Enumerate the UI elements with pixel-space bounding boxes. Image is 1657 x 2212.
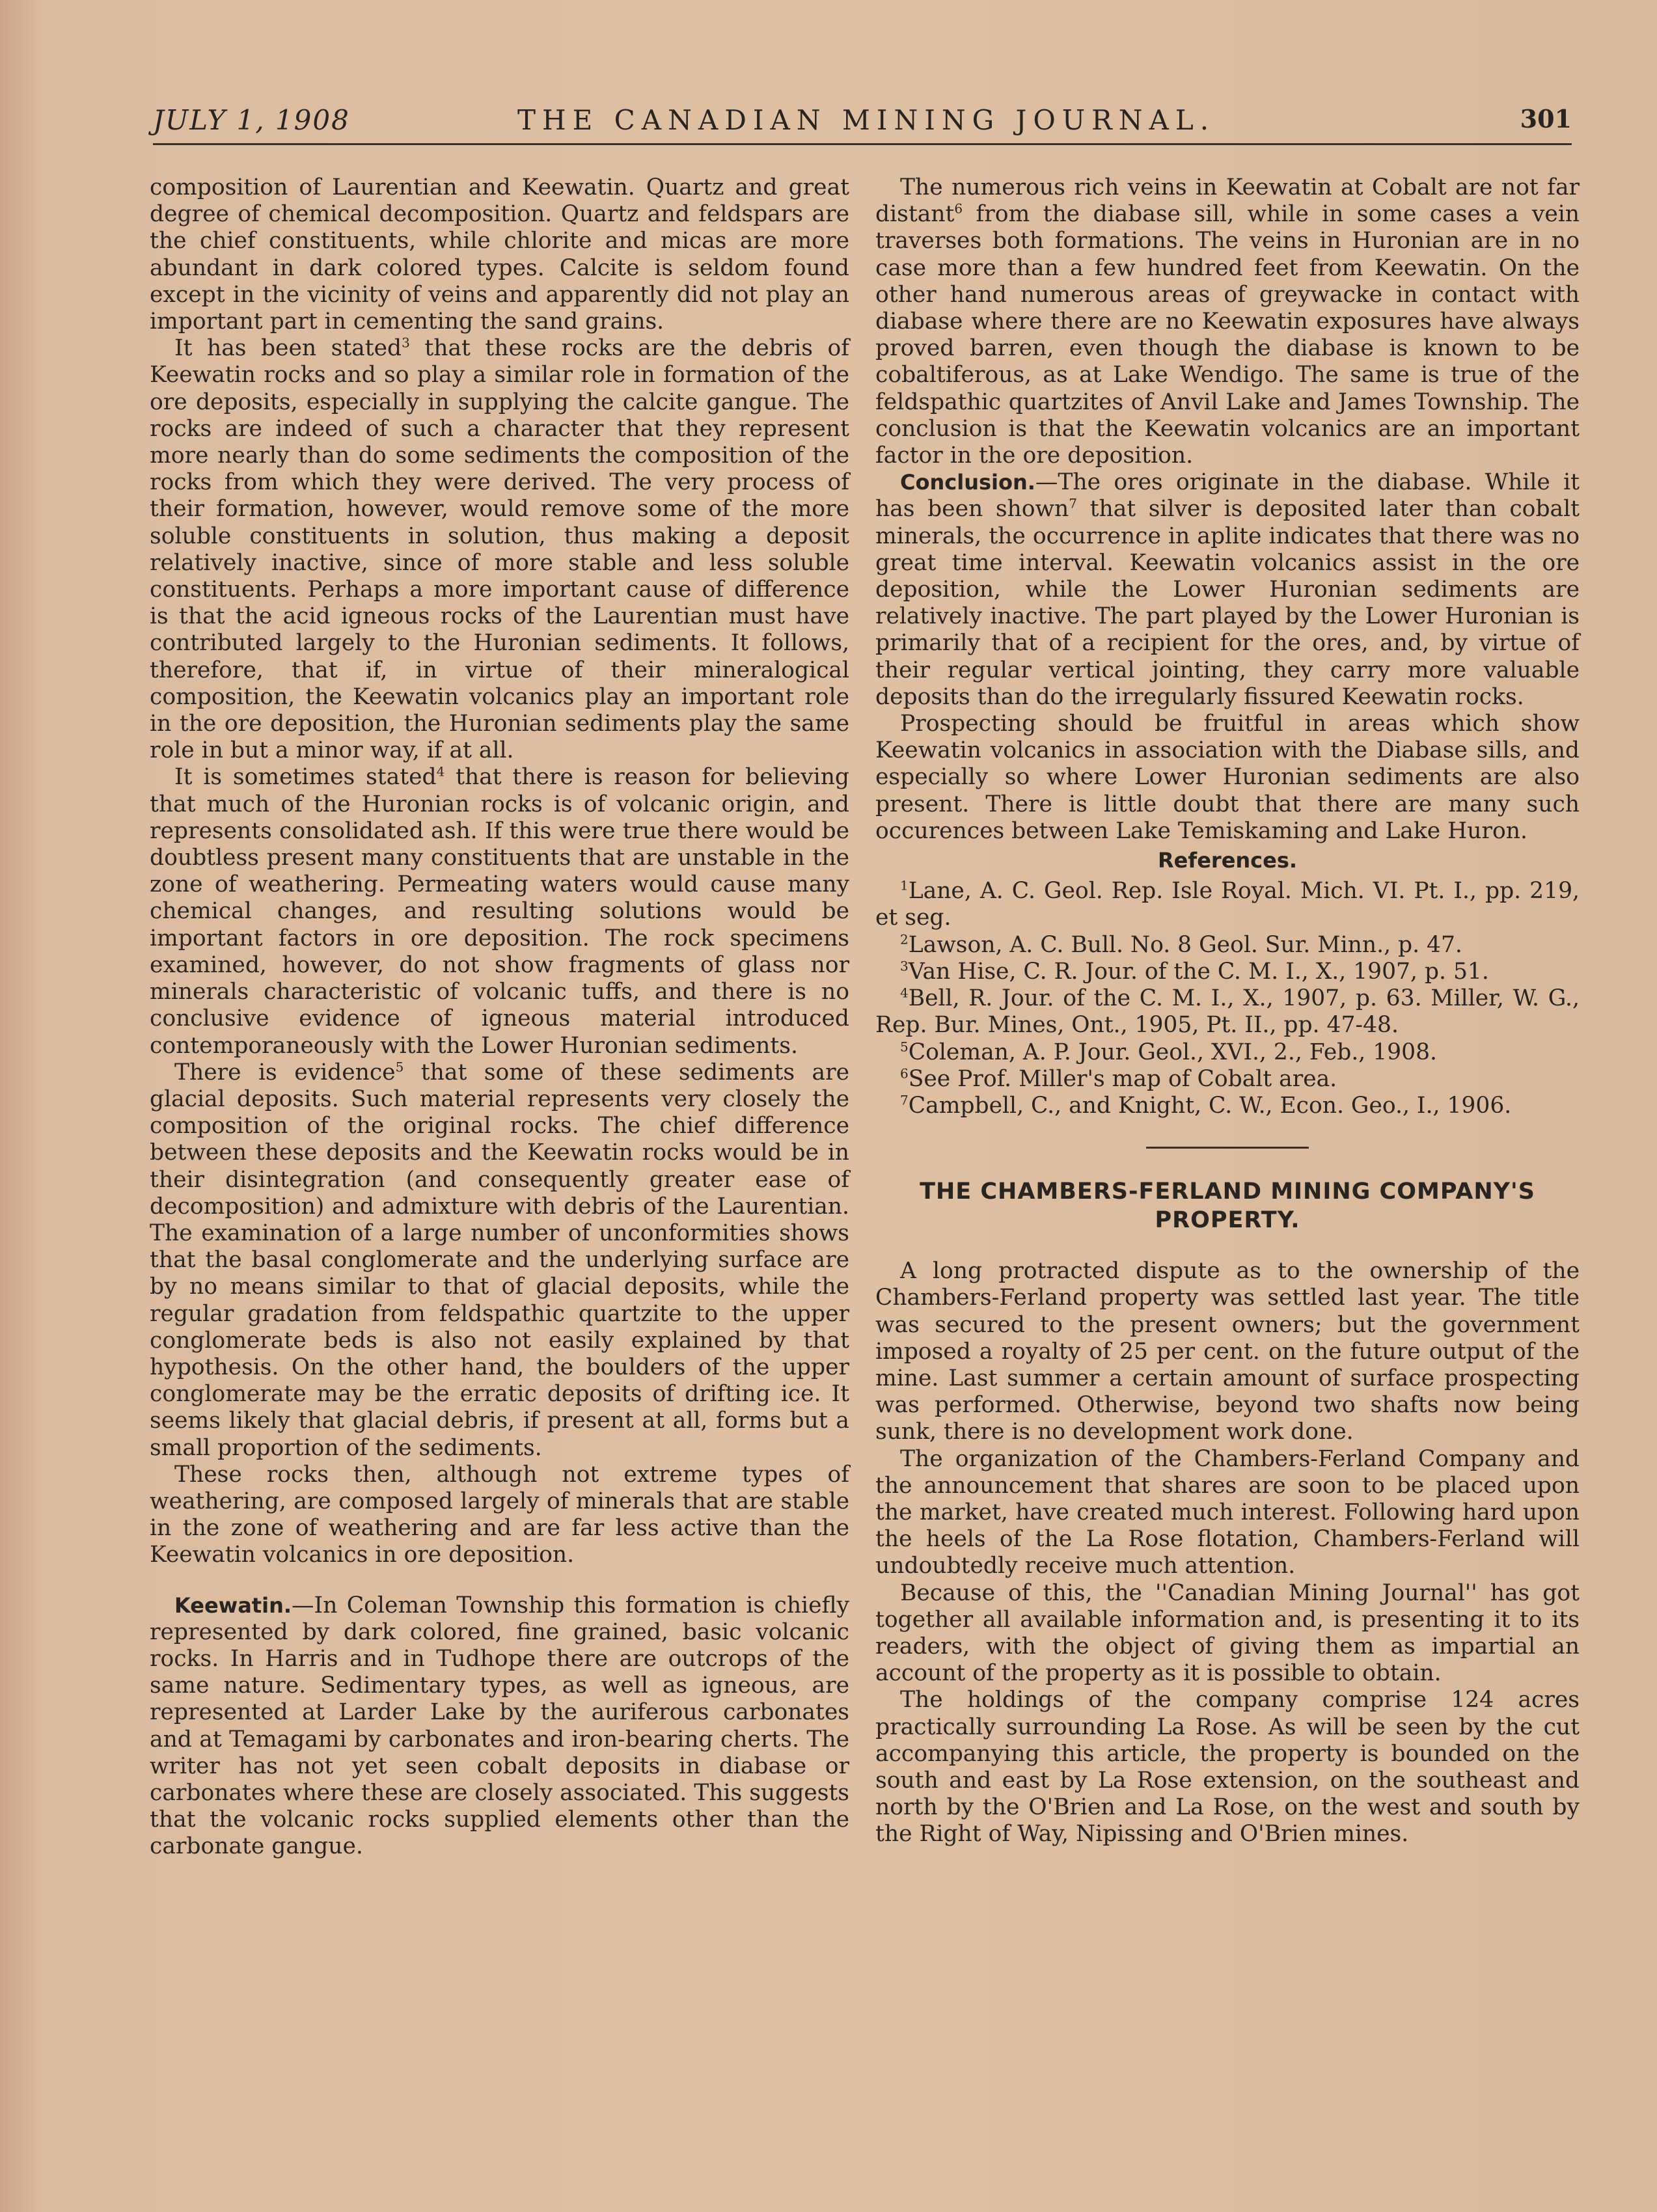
reference-item: $^1$Lane, A. C. Geol. Rep. Isle Royal. Mich. VI. Pt. I., pp. 219, et seg. bbox=[875, 877, 1580, 931]
paragraph: There is evidence$^5$ that some of these sediments are glacial deposits. Such material represents very closely the composition of the original rocks. The chief difference between these deposits and the Keewatin rocks would be in their disintegration (and consequently greater ease of decomposition) and admixture with debris of the Laurentian. The examination of a large number of unconformities shows that the basal conglomerate and the underlying surface are by no means similar to that of glacial deposits, while the regular gradation from feldspathic quartzite to the upper conglomerate beds is also not easily explained by that hypothesis. On the other hand, the boulders of the upper conglomerate may be the erratic deposits of drifting ice. It seems likely that glacial debris, if present at all, forms but a small proportion of the sediments. bbox=[150, 1059, 849, 1461]
left-column bbox=[150, 174, 849, 1861]
paragraph: These rocks then, although not extreme types of weathering, are composed largely of minerals that are stable in the zone of weathering and are far less active than the Keewatin volcanics in ore deposition. bbox=[150, 1461, 849, 1568]
issue-date: JULY 1, 1908 bbox=[153, 104, 350, 136]
reference-item: $^2$Lawson, A. C. Bull. No. 8 Geol. Sur. Minn., p. 47. bbox=[900, 931, 1462, 958]
paragraph: Conclusion.—The ores originate in the diabase. While it has been shown$^7$ that silver is deposited later than cobalt minerals, the occurrence in aplite indicates that there was no great time interval. Keewatin volcanics assist in the ore deposition, while the Lower Huronian sediments are relatively inactive. The part played by the Lower Huronian is primarily that of a recipient for the ores, and, by virtue of their regular vertical jointing, they carry more valuable deposits than do the irregularly fissured Keewatin rocks. bbox=[875, 469, 1580, 710]
paragraph: Keewatin.—In Coleman Township this formation is chiefly represented by dark colored, fine grained, basic volcanic rocks. In Harris and in Tudhope there are outcrops of the same nature. Sedimentary types, as well as igneous, are represented at Larder Lake by the auriferous carbonates and at Temagami by carbonates and iron-bearing cherts. The writer has not yet seen cobalt deposits in diabase or carbonates where these are closely associated. This suggests that the volcanic rocks supplied elements other than the carbonate gangue. bbox=[150, 1592, 849, 1860]
footnote-marker: 4 bbox=[436, 763, 445, 780]
reference-item: $^3$Van Hise, C. R. Jour. of the C. M. I., X., 1907, p. 51. bbox=[900, 958, 1489, 985]
journal-title: THE CANADIAN MINING JOURNAL. bbox=[517, 104, 1216, 136]
paragraph: The numerous rich veins in Keewatin at Cobalt are not far distant$^6$ from the diabase sill, while in some cases a vein traverses both formations. The veins in Huronian are in no case more than a few hundred feet from Keewatin. On the other hand numerous areas of greywacke in contact with diabase where there are no Keewatin exposures have always proved barren, even though the diabase is known to be cobaltiferous, as at Lake Wendigo. The same is true of the feldspathic quartzites of Anvil Lake and James Township. The conclusion is that the Keewatin volcanics are an important factor in the ore deposition. bbox=[875, 174, 1580, 469]
right-column bbox=[875, 174, 1580, 1848]
reference-item: $^5$Coleman, A. P. Jour. Geol., XVI., 2., Feb., 1908. bbox=[900, 1039, 1438, 1065]
paragraph: It has been stated$^3$ that these rocks are the debris of Keewatin rocks and so play a similar role in formation of the ore deposits, especially in supplying the calcite gangue. The rocks are indeed of such a character that they represent more nearly than do some sediments the composition of the rocks from which they were derived. The very process of their formation, however, would remove some of the more soluble constituents in solution, thus making a deposit relatively inactive, since of more stable and less soluble constituents. Perhaps a more important cause of difference is that the acid igneous rocks of the Laurentian must have contributed largely to the Huronian sediments. It follows, therefore, that if, in virtue of their mineralogical composition, the Keewatin volcanics play an important role in the ore deposition, the Huronian sediments play the same role in but a minor way, if at all. bbox=[150, 335, 850, 764]
paragraph: The organization of the Chambers-Ferland Company and the announcement that shares are soon to be placed upon the market, have created much interest. Following hard upon the heels of the La Rose flotation, Chambers-Ferland will undoubtedly receive much attention. bbox=[875, 1445, 1580, 1579]
footnote-marker: 7 bbox=[1069, 495, 1078, 512]
footnote-marker: 3 bbox=[402, 335, 410, 351]
paragraph: composition of Laurentian and Keewatin. Quartz and great degree of chemical decomposition. Quartz and feldspars are the chief constituents, while chlorite and micas are more abundant in dark colored types. Calcite is seldom found except in the vicinity of veins and apparently did not play an important part in cementing the sand grains. bbox=[150, 174, 849, 335]
paragraph: Because of this, the ''Canadian Mining Journal'' has got together all available information and, is presenting it to its readers, with the object of giving them as impartial an account of the property as it is possible to obtain. bbox=[875, 1579, 1580, 1687]
references-heading: References. bbox=[1157, 848, 1298, 873]
reference-item: $^6$See Prof. Miller's map of Cobalt area. bbox=[900, 1065, 1337, 1092]
page-number: 301 bbox=[1520, 104, 1572, 133]
reference-item: $^7$Campbell, C., and Knight, C. W., Econ. Geo., I., 1906. bbox=[900, 1092, 1512, 1119]
section-divider bbox=[1146, 1147, 1309, 1149]
reference-item: $^4$Bell, R. Jour. of the C. M. I., X., 1907, p. 63. Miller, W. G., Rep. Bur. Mines, Ont., 1905, Pt. II., pp. 47-48. bbox=[875, 985, 1580, 1039]
paragraph: Prospecting should be fruitful in areas which show Keewatin volcanics in association with the Diabase sills, and especially so where Lower Huronian sediments are also present. There is little doubt that there are many such occurences between Lake Temiskaming and Lake Huron. bbox=[875, 711, 1580, 844]
section-run-in-heading: Keewatin. bbox=[174, 1592, 292, 1618]
paragraph: A long protracted dispute as to the ownership of the Chambers-Ferland property was settled last year. The title was secured to the present owners; but the government imposed a royalty of 25 per cent. on the future output of the mine. Last summer a certain amount of surface prospecting was performed. Otherwise, beyond two shafts now being sunk, there is no development work done. bbox=[875, 1258, 1580, 1445]
section-run-in-heading: Conclusion. bbox=[900, 470, 1035, 495]
paragraph: The holdings of the company comprise 124 acres practically surrounding La Rose. As will be seen by the cut accompanying this article, the property is bounded on the south and east by La Rose extension, on the southeast and north by the O'Brien and La Rose, on the west and south by the Right of Way, Nipissing and O'Brien mines. bbox=[875, 1687, 1580, 1848]
paragraph: It is sometimes stated$^4$ that there is reason for believing that much of the Huronian rocks is of volcanic origin, and represents consolidated ash. If this were true there would be doubtless present many constituents that are unstable in the zone of weathering. Permeating waters would cause many chemical changes, and resulting solutions would be important factors in ore deposition. The rock specimens examined, however, do not show fragments of glass nor minerals characteristic of volcanic tuffs, and there is no conclusive evidence of igneous material introduced contemporaneously with the Lower Huronian sediments. bbox=[150, 763, 849, 1059]
references-list bbox=[875, 878, 1580, 1119]
page-header bbox=[153, 104, 1572, 145]
article-title: THE CHAMBERS-FERLAND MINING COMPANY'S PROPERTY. bbox=[920, 1179, 1535, 1234]
footnote-marker: 6 bbox=[954, 200, 963, 217]
footnote-marker: 5 bbox=[395, 1059, 404, 1075]
